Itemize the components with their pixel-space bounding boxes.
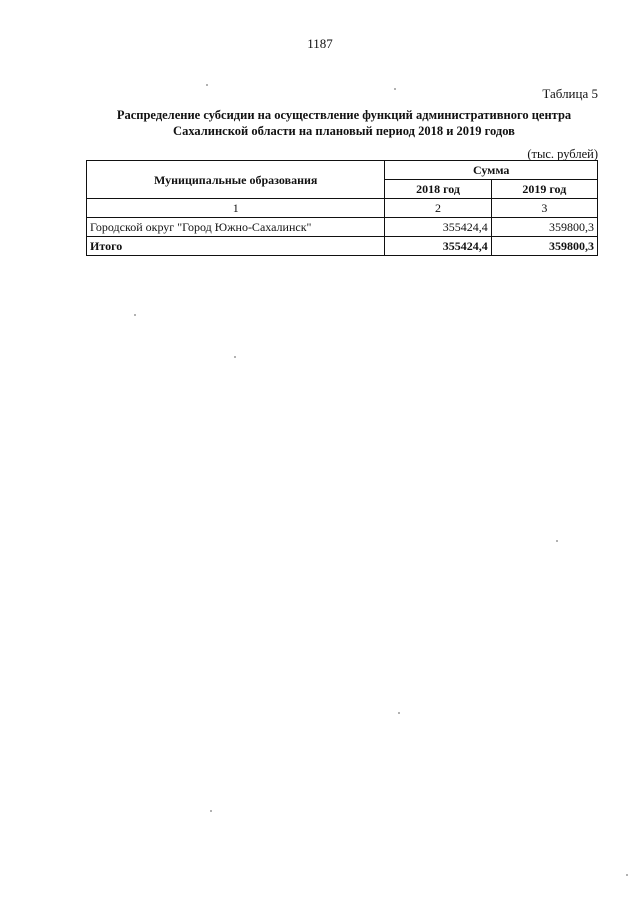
header-year-2019: 2019 год xyxy=(491,180,597,199)
scan-speck xyxy=(206,84,208,86)
total-2019: 359800,3 xyxy=(491,237,597,256)
column-number: 1 xyxy=(87,199,385,218)
header-year-2018: 2018 год xyxy=(385,180,491,199)
amount-2019: 359800,3 xyxy=(491,218,597,237)
title-line-2: Сахалинской области на плановый период 2018 и 2019 годов xyxy=(173,124,515,138)
subsidy-table xyxy=(86,160,598,256)
table-label: Таблица 5 xyxy=(542,86,598,101)
scan-speck xyxy=(394,88,396,90)
municipality-name: Городской округ "Город Южно-Сахалинск" xyxy=(87,218,385,237)
scan-speck xyxy=(210,810,212,812)
table-row xyxy=(87,218,598,237)
column-number-row xyxy=(87,199,598,218)
total-2018: 355424,4 xyxy=(385,237,491,256)
scan-speck xyxy=(626,874,628,876)
scan-speck xyxy=(398,712,400,714)
title-line-1: Распределение субсидии на осуществление функций административного центра xyxy=(116,108,572,122)
total-row xyxy=(87,237,598,256)
column-number: 2 xyxy=(385,199,491,218)
units-note: (тыс. рублей) xyxy=(527,147,598,161)
scan-speck xyxy=(134,314,136,316)
header-sum: Сумма xyxy=(385,161,598,180)
scan-speck xyxy=(556,540,558,542)
scan-speck xyxy=(234,356,236,358)
header-municipalities: Муниципальные образования xyxy=(87,161,385,199)
column-number: 3 xyxy=(491,199,597,218)
total-label: Итого xyxy=(87,237,385,256)
document-title xyxy=(90,107,598,139)
page-number: 1187 xyxy=(307,36,333,51)
amount-2018: 355424,4 xyxy=(385,218,491,237)
